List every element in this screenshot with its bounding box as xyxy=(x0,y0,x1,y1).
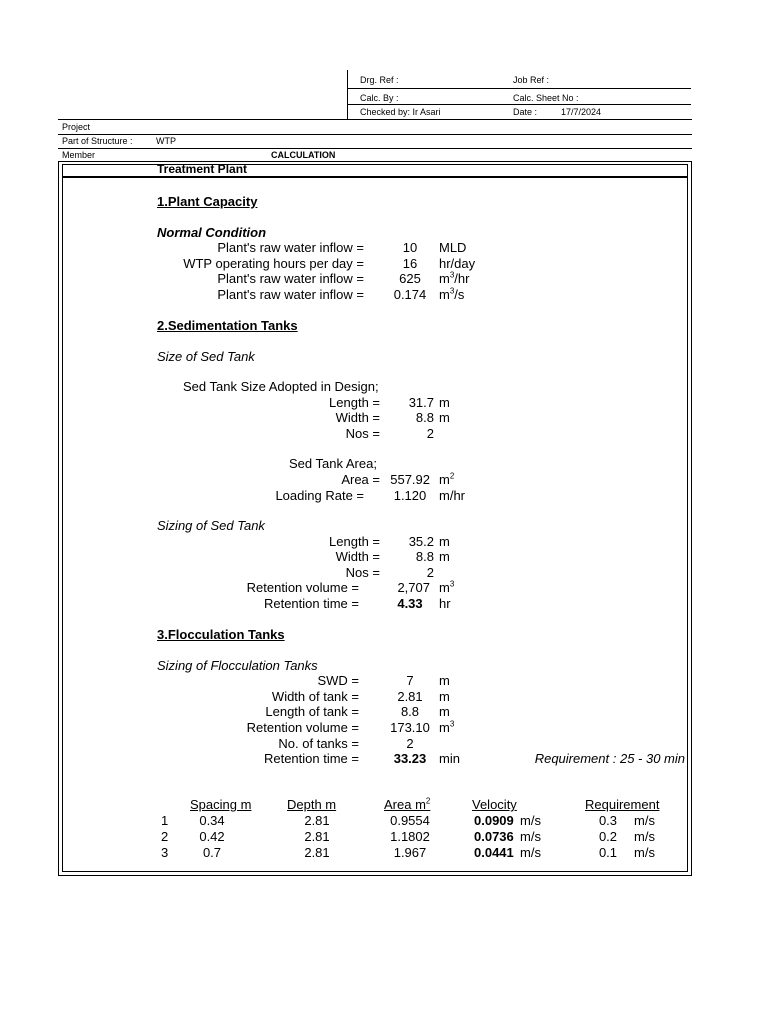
subheading-size-of-sed-tank: Size of Sed Tank xyxy=(157,349,255,364)
header-rule xyxy=(58,148,692,149)
row-value: 31.7 xyxy=(408,395,434,410)
row-label: Area = xyxy=(341,472,380,487)
cell-area: 1.1802 xyxy=(390,829,430,844)
cell-index: 1 xyxy=(161,813,169,828)
row-unit: m xyxy=(439,704,450,719)
row-value: 4.33 xyxy=(397,596,423,611)
row-value: 557.92 xyxy=(390,472,430,487)
sheet-title: Treatment Plant xyxy=(157,162,248,176)
cell-requirement: 0.1 xyxy=(598,845,618,860)
cell-index: 2 xyxy=(161,829,169,844)
drg-ref-label: Drg. Ref : xyxy=(360,75,399,85)
row-unit: MLD xyxy=(439,240,467,255)
cell-depth: 2.81 xyxy=(304,845,330,860)
cell-velocity-unit: m/s xyxy=(520,829,541,844)
date-label: Date : xyxy=(513,107,538,117)
row-unit: $m^3/s$ xyxy=(439,286,465,302)
section-heading-plant-capacity: 1.Plant Capacity xyxy=(157,194,258,209)
row-label: SWD = xyxy=(317,673,359,688)
date-value: 17/7/2024 xyxy=(561,107,602,117)
row-value: 173.10 xyxy=(390,720,430,735)
row-unit: $m^3$ xyxy=(439,579,455,595)
part-of-structure-value: WTP xyxy=(156,136,176,146)
cell-depth: 2.81 xyxy=(304,829,330,844)
cell-velocity: 0.0736 xyxy=(474,829,514,844)
row-unit: min xyxy=(439,751,460,766)
cell-requirement: 0.2 xyxy=(598,829,618,844)
row-label: Retention volume = xyxy=(246,720,359,735)
row-value: 33.23 xyxy=(393,751,427,766)
calculation-label: CALCULATION xyxy=(271,150,336,160)
row-label: No. of tanks = xyxy=(278,736,359,751)
row-value: 7 xyxy=(406,673,414,688)
cell-velocity-unit: m/s xyxy=(520,813,541,828)
col-header-depth: Depth m xyxy=(287,797,337,812)
adopted-label: Sed Tank Size Adopted in Design; xyxy=(183,379,379,394)
subheading-normal-condition: Normal Condition xyxy=(157,225,267,240)
cell-requirement-unit: m/s xyxy=(634,829,655,844)
cell-velocity-unit: m/s xyxy=(520,845,541,860)
cell-velocity: 0.0441 xyxy=(474,845,514,860)
row-value: 2 xyxy=(406,736,414,751)
row-label: Width = xyxy=(335,410,380,425)
row-label: WTP operating hours per day = xyxy=(183,256,364,271)
row-label: Nos = xyxy=(345,426,380,441)
row-unit: $m^3/hr$ xyxy=(439,270,470,286)
row-label: Plant's raw water inflow = xyxy=(217,240,364,255)
row-unit: m xyxy=(439,689,450,704)
row-value: 625 xyxy=(399,271,421,286)
row-value: 8.8 xyxy=(400,704,420,719)
row-value: 2,707 xyxy=(397,580,430,595)
row-value: 0.174 xyxy=(393,287,427,302)
row-unit: m xyxy=(439,395,450,410)
cell-velocity: 0.0909 xyxy=(474,813,514,828)
col-header-area: Area $m^2$ xyxy=(384,796,431,812)
cell-depth: 2.81 xyxy=(304,813,330,828)
cell-spacing: 0.7 xyxy=(202,845,222,860)
header-rule xyxy=(347,88,691,89)
cell-spacing: 0.34 xyxy=(199,813,225,828)
row-unit: m xyxy=(439,534,450,549)
row-label: Plant's raw water inflow = xyxy=(217,271,364,286)
row-unit: hr/day xyxy=(439,256,476,271)
row-unit: $m^2$ xyxy=(439,471,455,487)
row-value: 10 xyxy=(402,240,418,255)
row-label: Width = xyxy=(335,549,380,564)
sheet-title-box xyxy=(62,164,688,177)
member-label: Member xyxy=(62,150,96,160)
row-value: 1.120 xyxy=(393,488,427,503)
row-value: 8.8 xyxy=(415,549,434,564)
row-label: Length = xyxy=(329,395,380,410)
part-of-structure-label: Part of Structure : xyxy=(62,136,133,146)
section-heading-sedimentation: 2.Sedimentation Tanks xyxy=(157,318,298,333)
row-value: 2 xyxy=(426,426,434,441)
calc-by-label: Calc. By : xyxy=(360,93,399,103)
cell-area: 1.967 xyxy=(393,845,427,860)
calc-sheet-label: Calc. Sheet No : xyxy=(513,93,579,103)
cell-requirement-unit: m/s xyxy=(634,845,655,860)
row-unit: m xyxy=(439,410,450,425)
row-label: Length of tank = xyxy=(265,704,359,719)
row-unit: $m^3$ xyxy=(439,719,455,735)
sheet-frame-inner xyxy=(62,177,688,872)
col-header-velocity: Velocity xyxy=(472,797,517,812)
row-label: Retention volume = xyxy=(246,580,359,595)
checked-by: Checked by: Ir Asari xyxy=(360,107,441,117)
header-rule xyxy=(347,104,691,105)
col-header-requirement: Requirement xyxy=(585,797,660,812)
col-header-spacing: Spacing m xyxy=(190,797,252,812)
row-label: Loading Rate = xyxy=(275,488,364,503)
row-label: Nos = xyxy=(345,565,380,580)
row-label: Retention time = xyxy=(263,751,359,766)
project-label: Project xyxy=(62,122,91,132)
cell-index: 3 xyxy=(161,845,169,860)
job-ref-label: Job Ref : xyxy=(513,75,550,85)
row-value: 2.81 xyxy=(397,689,423,704)
sed-tank-area-label: Sed Tank Area; xyxy=(289,456,377,471)
row-label: Plant's raw water inflow = xyxy=(217,287,364,302)
row-label: Retention time = xyxy=(263,596,359,611)
row-unit: m xyxy=(439,673,450,688)
requirement-note: Requirement : 25 - 30 min xyxy=(534,751,685,766)
row-unit: m/hr xyxy=(439,488,465,503)
header-rule xyxy=(58,134,692,135)
cell-requirement-unit: m/s xyxy=(634,813,655,828)
subheading-sizing-of-flocculation: Sizing of Flocculation Tanks xyxy=(157,658,318,673)
header-rule xyxy=(58,119,692,120)
section-heading-flocculation: 3.Flocculation Tanks xyxy=(157,627,285,642)
cell-spacing: 0.42 xyxy=(199,829,225,844)
header-divider xyxy=(347,70,348,120)
row-label: Width of tank = xyxy=(271,689,359,704)
row-unit: hr xyxy=(439,596,451,611)
cell-area: 0.9554 xyxy=(390,813,430,828)
row-value: 8.8 xyxy=(415,410,434,425)
subheading-sizing-of-sed-tank: Sizing of Sed Tank xyxy=(157,518,265,533)
row-unit: m xyxy=(439,549,450,564)
row-value: 35.2 xyxy=(408,534,434,549)
cell-requirement: 0.3 xyxy=(598,813,618,828)
row-value: 16 xyxy=(402,256,418,271)
row-label: Length = xyxy=(329,534,380,549)
row-value: 2 xyxy=(426,565,434,580)
